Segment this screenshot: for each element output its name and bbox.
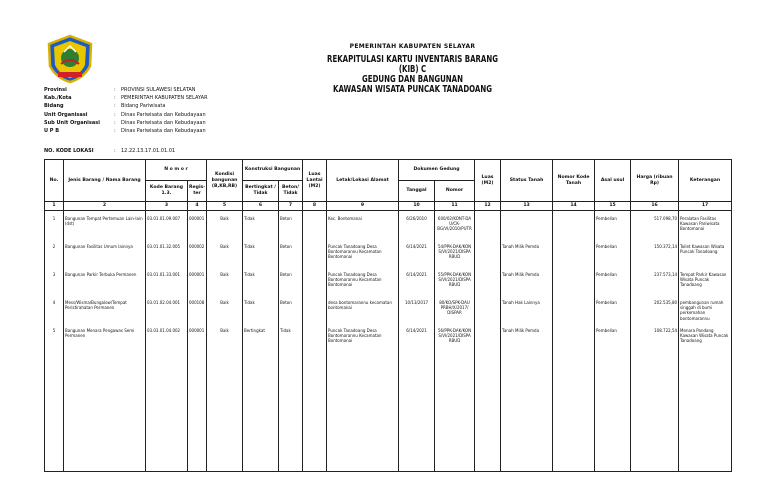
- cell-letak: desa bontomarannu kecamatan bontomanai: [327, 297, 399, 325]
- header-kondisi: Kondisi bangunan (B,KB,RB): [207, 160, 243, 202]
- cell-kode-tanah: [553, 269, 595, 297]
- cell-no: 5: [45, 325, 64, 353]
- info-row-bidang: [44, 102, 208, 110]
- cell-luas-lantai: [303, 297, 327, 325]
- info-value: PEMERINTAH KABUPATEN SELAYAR: [121, 95, 208, 102]
- info-key: Sub Unit Organisasi: [44, 119, 100, 126]
- info-colon: :: [114, 103, 116, 110]
- cell-register: 000001: [188, 211, 207, 242]
- cell-luas: [475, 325, 501, 353]
- cell-beton: Beton: [279, 297, 303, 325]
- cell-kondisi: Baik: [207, 269, 243, 297]
- info-colon: :: [114, 111, 116, 118]
- cell-tanggal: 6/14/2021: [399, 241, 435, 269]
- cell-no: 4: [45, 297, 64, 325]
- info-row-unit-organisasi: [44, 111, 208, 119]
- cell-jenis: Bangunan Parkir Terbuka Permanen: [64, 269, 146, 297]
- cell-kondisi: Baik: [207, 297, 243, 325]
- info-colon: :: [114, 127, 116, 134]
- cell-kondisi: Baik: [207, 241, 243, 269]
- info-key: Unit Organisasi: [44, 111, 88, 118]
- cell-bertingkat: Bertingkat: [243, 325, 279, 353]
- kode-lokasi-colon: :: [114, 148, 116, 154]
- cell-status-tanah: Tanah Milik Pemda: [501, 269, 553, 297]
- column-number: 10: [399, 202, 435, 211]
- column-number: 2: [64, 202, 146, 211]
- header-nomor-dokumen: Nomor: [435, 181, 475, 202]
- cell-letak: Puncak Tanadoang Desa Bontomarannu Kecamatan Bontomanai: [327, 241, 399, 269]
- kode-lokasi-value: 12.22.13.17.01.01.01: [121, 148, 176, 154]
- header-jenis-barang: Jenis Barang / Nama Barang: [64, 160, 146, 202]
- cell-kode-tanah: [553, 211, 595, 242]
- organization-info: [44, 86, 208, 135]
- header-keterangan: Keterangan: [679, 160, 732, 202]
- table-blank-space: [45, 353, 732, 472]
- cell-beton: Beton: [279, 241, 303, 269]
- title-line-1: REKAPITULASI KARTU INVENTARIS BARANG (KIB) C: [327, 54, 498, 75]
- header-luas-lantai: Luas Lantai (M2): [303, 160, 327, 202]
- cell-tanggal: 6/26/2010: [399, 211, 435, 242]
- table-row: [45, 241, 732, 269]
- info-key: Bidang: [44, 103, 64, 110]
- cell-no: 2: [45, 241, 64, 269]
- column-number: 6: [243, 202, 279, 211]
- cell-asal-usul: Pembelian: [595, 211, 631, 242]
- column-number: 8: [303, 202, 327, 211]
- info-value: Dinas Pariwisata dan Kebudayaan: [121, 119, 206, 126]
- cell-kode-barang: 03.03.01.04.002: [146, 325, 188, 353]
- cell-bertingkat: Tidak: [243, 269, 279, 297]
- inventory-table: [44, 159, 732, 472]
- header-bertingkat: Bertingkat / Tidak: [243, 181, 279, 202]
- cell-register: 000001: [188, 269, 207, 297]
- header-register: Regis-ter: [188, 181, 207, 202]
- cell-nomor-dokumen: 55/PPK-DAK/KON S/VI/2021/DISPA RBUD: [435, 269, 475, 297]
- cell-status-tanah: [501, 211, 553, 242]
- column-number: 17: [679, 202, 732, 211]
- cell-bertingkat: Tidak: [243, 211, 279, 242]
- column-number: 5: [207, 202, 243, 211]
- cell-letak: Puncak Tanadoang Desa Bontomarannu Kecamatan Bontomanai: [327, 269, 399, 297]
- cell-beton: Beton: [279, 269, 303, 297]
- info-value: Bidang Pariwisata: [121, 103, 166, 110]
- cell-keterangan: Tempat Parkir Kawasan Wisata Puncak Tanadoang: [679, 269, 732, 297]
- cell-luas-lantai: [303, 241, 327, 269]
- cell-nomor-dokumen: 80/KO/SPK-DAU PRBH/X/2017/ DISPAR: [435, 297, 475, 325]
- cell-jenis: Bangunan Menara Pengawas Semi Permanen: [64, 325, 146, 353]
- cell-asal-usul: Pembelian: [595, 297, 631, 325]
- table-row: [45, 297, 732, 325]
- column-number: 15: [595, 202, 631, 211]
- cell-jenis: Bangunan Fasilitas Umum lainnya: [64, 241, 146, 269]
- cell-bertingkat: Tidak: [243, 241, 279, 269]
- cell-status-tanah: Tanah Hak Lainnya: [501, 297, 553, 325]
- column-number: 7: [279, 202, 303, 211]
- cell-keterangan: Peralatan Fasilitas Kawasan Pariwisata Bontomanai: [679, 211, 732, 242]
- info-value: Dinas Pariwisata dan Kebudayaan: [121, 111, 206, 118]
- column-number: 16: [631, 202, 679, 211]
- cell-kode-barang: 03.01.01.32.005: [146, 241, 188, 269]
- info-value: PROVINSI SULAWESI SELATAN: [121, 87, 196, 93]
- cell-nomor-dokumen: 54/PPK-DAK/KON S/VI/2021/DISPA RBUD: [435, 241, 475, 269]
- cell-jenis: Bangunan Tempat Pertemuan Lain-lain (dst): [64, 211, 146, 242]
- cell-kode-barang: 03.01.01.33.001: [146, 269, 188, 297]
- header-dokumen: Dokumen Gedung: [399, 160, 475, 181]
- cell-letak: Kec. Bontomanai: [327, 211, 399, 242]
- cell-tanggal: 6/14/2021: [399, 269, 435, 297]
- cell-keterangan: Toilet Kawasan Wisata Puncak Tanadoang: [679, 241, 732, 269]
- cell-beton: Tidak: [279, 325, 303, 353]
- info-value: Dinas Pariwisata dan Kebudayaan: [121, 127, 206, 134]
- cell-asal-usul: Pembelian: [595, 325, 631, 353]
- cell-kode-tanah: [553, 325, 595, 353]
- cell-harga: 108.722,54: [631, 325, 679, 353]
- cell-jenis: Mess/Wisma/Bungalow/Tempat Peristirahatan Permanen: [64, 297, 146, 325]
- column-number: 12: [475, 202, 501, 211]
- cell-kondisi: Baik: [207, 325, 243, 353]
- header-beton: Beton/ Tidak: [279, 181, 303, 202]
- header-luas: Luas (M2): [475, 160, 501, 202]
- cell-register: 000108: [188, 297, 207, 325]
- cell-letak: Puncak Tanadoang Desa Bontomarannu Kecamatan Bontomanai: [327, 325, 399, 353]
- header-letak: Letak/Lokasi Alamat: [327, 160, 399, 202]
- cell-tanggal: 6/14/2021: [399, 325, 435, 353]
- cell-luas: [475, 211, 501, 242]
- cell-nomor-dokumen: 56/PPK-DAK/KON S/VI/2021/DISPA RBUD: [435, 325, 475, 353]
- header-konstruksi: Konstruksi Bangunan: [243, 160, 303, 181]
- cell-register: 000001: [188, 325, 207, 353]
- cell-luas-lantai: [303, 325, 327, 353]
- header-tanggal: Tanggal: [399, 181, 435, 202]
- cell-harga: 150.372,14: [631, 241, 679, 269]
- report-title: [320, 55, 505, 95]
- info-key: Provinsi: [44, 87, 67, 93]
- column-number: 14: [553, 202, 595, 211]
- info-row-kab-kota: [44, 94, 208, 102]
- selayar-emblem-logo: [44, 34, 96, 84]
- info-row-provinsi: [44, 86, 208, 94]
- info-row-upb: [44, 127, 208, 135]
- kode-lokasi-row: [44, 148, 175, 154]
- cell-beton: Beton: [279, 211, 303, 242]
- header-status-tanah: Status Tanah: [501, 160, 553, 202]
- cell-kode-tanah: [553, 241, 595, 269]
- cell-tanggal: 10/13/2017: [399, 297, 435, 325]
- cell-asal-usul: Pembelian: [595, 269, 631, 297]
- column-number-row: [45, 202, 732, 211]
- header-kode-barang: Kode Barang 1.3.: [146, 181, 188, 202]
- cell-luas: [475, 269, 501, 297]
- info-key: U P B: [44, 127, 60, 134]
- cell-no: 1: [45, 211, 64, 242]
- cell-luas: [475, 241, 501, 269]
- cell-harga: 202.535,80: [631, 297, 679, 325]
- cell-luas-lantai: [303, 211, 327, 242]
- column-number: 9: [327, 202, 399, 211]
- cell-status-tanah: Tanah Milik Pemda: [501, 241, 553, 269]
- cell-harga: 237.573,14: [631, 269, 679, 297]
- column-number: 1: [45, 202, 64, 211]
- cell-keterangan: Menara Pandang Kawasan Wisata Puncak Tanadoang: [679, 325, 732, 353]
- column-number: 11: [435, 202, 475, 211]
- cell-kode-tanah: [553, 297, 595, 325]
- title-line-2: GEDUNG DAN BANGUNAN: [362, 74, 463, 85]
- cell-register: 000002: [188, 241, 207, 269]
- cell-luas: [475, 297, 501, 325]
- table-row: [45, 211, 732, 242]
- cell-kondisi: Baik: [207, 211, 243, 242]
- cell-no: 3: [45, 269, 64, 297]
- cell-asal-usul: Pembelian: [595, 241, 631, 269]
- kode-lokasi-key: NO. KODE LOKASI: [44, 148, 94, 154]
- header-no: No.: [45, 160, 64, 202]
- column-number: 4: [188, 202, 207, 211]
- cell-status-tanah: Tanah Milik Pemda: [501, 325, 553, 353]
- government-heading: PEMERINTAH KABUPATEN SELAYAR: [349, 43, 476, 50]
- table-row: [45, 325, 732, 353]
- cell-harga: 517.098,70: [631, 211, 679, 242]
- cell-kode-barang: 03.01.01.09.007: [146, 211, 188, 242]
- header-kode-tanah: Nomor Kode Tanah: [553, 160, 595, 202]
- info-colon: :: [114, 119, 116, 126]
- info-colon: :: [114, 87, 116, 93]
- cell-keterangan: pembangunan rumah singgah di bumi perkemahan bontomarannu: [679, 297, 732, 325]
- cell-luas-lantai: [303, 269, 327, 297]
- cell-bertingkat: Tidak: [243, 297, 279, 325]
- table-row: [45, 269, 732, 297]
- header-harga: Harga (ribuan Rp): [631, 160, 679, 202]
- info-key: Kab./Kota: [44, 95, 72, 102]
- cell-kode-barang: 03.01.02.04.001: [146, 297, 188, 325]
- header-nomor: N o m o r: [146, 160, 207, 181]
- info-row-sub-unit: [44, 119, 208, 127]
- info-colon: :: [114, 95, 116, 102]
- column-number: 3: [146, 202, 188, 211]
- title-line-3: KAWASAN WISATA PUNCAK TANADOANG: [333, 84, 492, 95]
- cell-nomor-dokumen: 600/02/KONT-DA U/CK-BG/VI/2010/PUTR: [435, 211, 475, 242]
- header-asal-usul: Asal usul: [595, 160, 631, 202]
- column-number: 13: [501, 202, 553, 211]
